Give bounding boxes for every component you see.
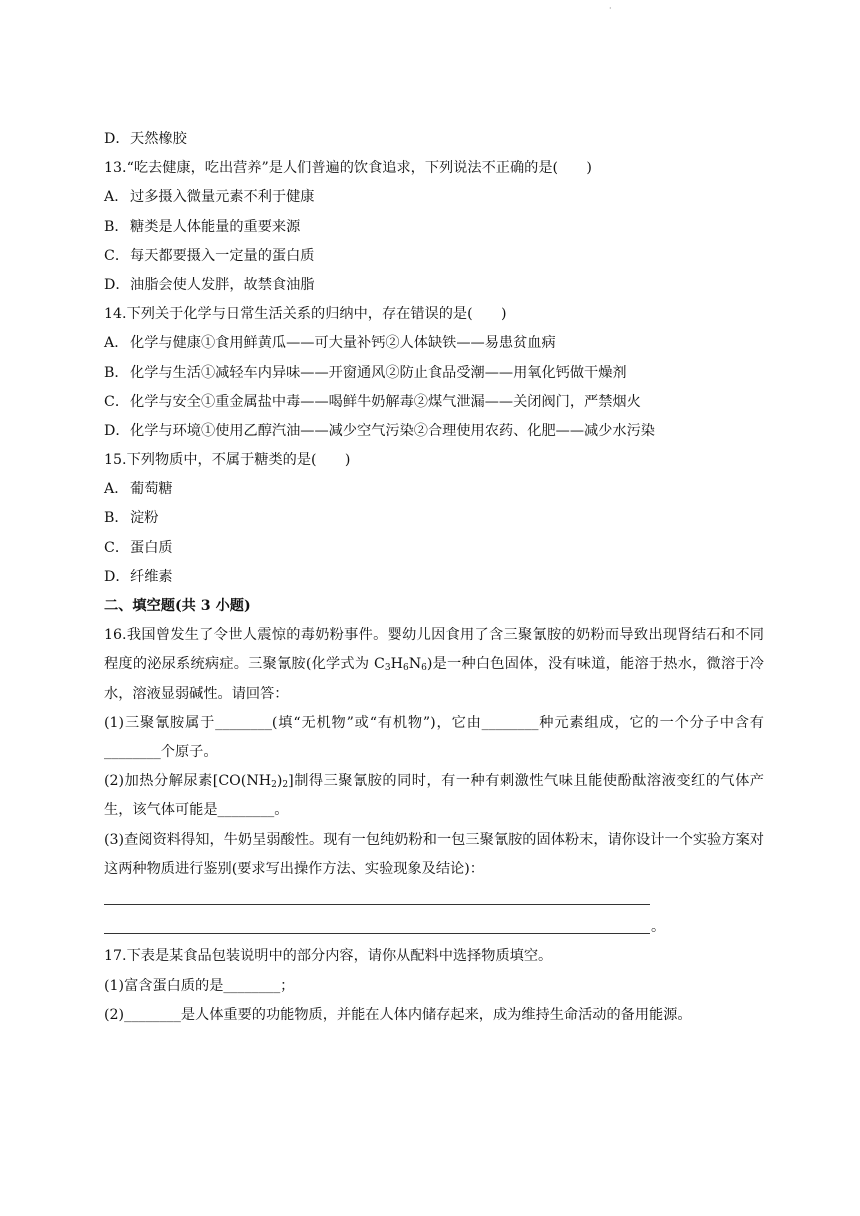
- answer-line-bar: [104, 933, 650, 934]
- option-letter: C．: [104, 247, 130, 264]
- formula-element: H: [390, 656, 403, 673]
- option-letter: C．: [104, 539, 130, 556]
- formula-element: ): [276, 773, 283, 790]
- option-letter: B．: [104, 364, 129, 381]
- option-letter: B．: [104, 218, 129, 235]
- q16-part3: (3)查阅资料得知，牛奶呈弱酸性。现有一包纯奶粉和一包三聚氰胺的固体粉末，请你设计一个实验方案对这两种物质进行鉴别(要求写出操作方法、实验现象及结论)：: [104, 831, 764, 877]
- q14-stem: 14.下列关于化学与日常生活关系的归纳中，存在错误的是( ): [104, 306, 507, 323]
- formula-subscript: 3: [384, 663, 391, 674]
- answer-line: [104, 913, 764, 942]
- formula-subscript: 6: [402, 663, 409, 674]
- q15-option-c: [104, 534, 764, 563]
- q13-option-d: [104, 271, 764, 300]
- answer-line: [104, 884, 764, 913]
- option-text: 天然橡胶: [130, 131, 187, 147]
- q16-intro: [104, 621, 764, 709]
- q17-stem: 17.下表是某食品包装说明中的部分内容，请你从配料中选择物质填空。: [104, 948, 553, 965]
- q13-option-a: [104, 183, 764, 212]
- section-heading: 二、填空题(共 3 小题): [104, 598, 251, 614]
- q14-option-c: [104, 388, 764, 417]
- option-text: 化学与环境①使用乙醇汽油——减少空气污染②合理使用农药、化肥——减少水污染: [130, 422, 655, 439]
- option-text: 纤维素: [130, 568, 173, 585]
- option-text: 淀粉: [130, 510, 159, 527]
- option-text: 油脂会使人发胖，故禁食油脂: [130, 276, 315, 293]
- option-letter: D．: [104, 422, 130, 439]
- formula-subscript: 2: [282, 780, 289, 791]
- option-text: 化学与健康①食用鲜黄瓜——可大量补钙②人体缺铁——易患贫血病: [130, 335, 556, 352]
- option-letter: D．: [104, 568, 130, 585]
- option-text: 葡萄糖: [130, 481, 173, 498]
- q13-stem: 13.“吃去健康，吃出营养”是人们普遍的饮食追求，下列说法不正确的是( ): [104, 160, 592, 177]
- option-text: 化学与安全①重金属盐中毒——喝鲜牛奶解毒②煤气泄漏——关闭阀门，严禁烟火: [130, 393, 641, 410]
- q14-option-a: [104, 329, 764, 358]
- answer-line-bar: [104, 904, 650, 905]
- q13-option-c: [104, 242, 764, 271]
- q13-option-b: [104, 213, 764, 242]
- q16-part2: [104, 767, 764, 825]
- q15-stem: 15.下列物质中，不属于糖类的是( ): [104, 452, 351, 469]
- formula-subscript: 2: [271, 780, 277, 791]
- option-letter: A．: [104, 481, 129, 498]
- q14-option-b: [104, 359, 764, 388]
- option-letter: B．: [104, 510, 129, 527]
- q16-part2-text: ]制得三聚氰胺的同时，有一种有刺激性气味且能使酚酞溶液变红的气体产生，该气体可能是________。: [104, 773, 764, 819]
- q15-option-b: [104, 504, 764, 533]
- header-mark: ·: [609, 4, 612, 13]
- option-letter: A．: [104, 189, 129, 206]
- option-text: 每天都要摄入一定量的蛋白质: [130, 247, 315, 264]
- formula-element: N: [408, 656, 422, 673]
- q15-option-a: [104, 475, 764, 504]
- q17-part2: (2)________是人体重要的功能物质，并能在人体内储存起来，成为维持生命活动的备用能源。: [104, 1006, 692, 1023]
- q16-part2-text: (2)加热分解尿素[CO(NH: [104, 773, 272, 790]
- q14-option-d: [104, 417, 764, 446]
- q16-intro-text: )是一种白色固体，没有味道，能溶于热水，微溶于冷水，溶液显弱碱性。请回答：: [104, 656, 764, 702]
- formula-subscript: 6: [421, 663, 427, 674]
- option-letter: D．: [104, 276, 130, 293]
- answer-line-end: 。: [651, 919, 666, 936]
- option-text: 糖类是人体能量的重要来源: [130, 218, 301, 235]
- option-text: 化学与生活①减轻车内异味——开窗通风②防止食品受潮——用氧化钙做干燥剂: [130, 364, 627, 381]
- q17-part1: (1)富含蛋白质的是________；: [104, 977, 295, 994]
- option-text: 过多摄入微量元素不利于健康: [130, 189, 315, 206]
- q16-intro-text: 16.我国曾发生了令世人震惊的毒奶粉事件。婴幼儿因食用了含三聚氰胺的奶粉而导致出现肾结石和不同程度的泌尿系统病症。三聚氰胺(化学式为 C: [104, 627, 764, 673]
- exam-page: [104, 125, 764, 1030]
- q15-option-d: [104, 563, 764, 592]
- option-letter: A．: [104, 335, 129, 352]
- option-text: 蛋白质: [130, 539, 173, 556]
- q12-option-d: [104, 125, 764, 154]
- option-letter: C．: [104, 393, 130, 410]
- option-letter: D．: [104, 131, 130, 147]
- q16-part1: (1)三聚氰胺属于________(填“无机物”或“有机物”)，它由________种元素组成，它的一个分子中含有________个原子。: [104, 714, 764, 760]
